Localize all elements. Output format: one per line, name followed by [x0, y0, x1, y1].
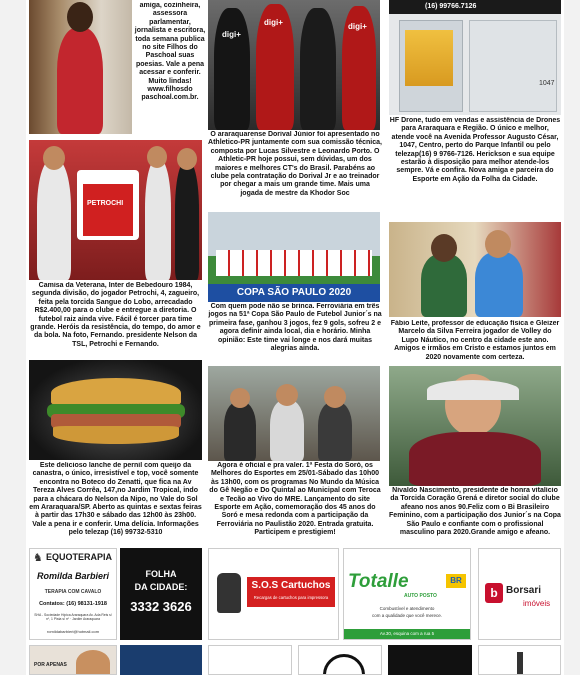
ad-bottom-3[interactable] [208, 645, 292, 675]
ad-sos-cartuchos[interactable] [208, 548, 339, 640]
sponsor-logo-3: digi+ [348, 22, 367, 31]
equo-address: SHA - Sociedade Hípica Araraquara Av. Ada Reis s/ nº, 1 Pista s/ nº · Jardim Araraquara [34, 613, 112, 622]
mascot-icon [217, 573, 241, 613]
caption-festa-soro: Agora é oficial e pra valer. 1ª Festa do Soró, os Melhores do Esportes em 25/01-Sábado das 10h00 às 13h00, com os programas No Mundo da Música do Gê Negão e Do Quintal ao Municipal com Teroca e Tecão ao Vivo do MRE. Lançamento do site Esporte em Ação, comemoração dos 45 anos do Soró e mesa redonda com a participação da Ferroviária no Paulistão 2020. Entrada gratuita. Participem e prestigiem! [209, 462, 381, 537]
caption-two-friends: Fábio Leite, professor de educação física e Gleizer Marcelo da Silva Ferreira jogador de Volley do Lupo Náutico, no centro da cidade este ano. Amigos e irmãos em Cristo e estamos juntos em 2020 novamente com certeza. [390, 320, 560, 360]
horse-icon: ♞ [33, 552, 43, 564]
caption-sandwich: Este delicioso lanche de pernil com queijo da canastra, o único, irresistível e top, você somente encontra no Boteco do Zenatti, que fica na Av Tereza Alves Corrêa, 147,no Jardim Tropical, indo para a chácara do Nelson da Nipo, no Vale do Sol em Araraquara/SP. Aberto as quintas e sextas feiras à partir das 17h30 e sábado das 12h00 às 23h00. Vale a pena ir e conferir. Uma delícia. Informações pelo telezap (16) 99732-5310 [29, 462, 202, 537]
equo-name: Romilda Barbieri [36, 571, 110, 581]
sponsor-logo-1: digi+ [222, 30, 241, 39]
folha-line2: DA CIDADE: [134, 582, 188, 592]
ad-bottom-1[interactable] [29, 645, 117, 675]
totalle-title: Totalle [348, 571, 409, 592]
caption-drone-shop: HF Drone, tudo em vendas e assistência de Drones para Araraquara e Região. O único e melhor, atende você na Avenida Professor Augusto César, 1047, Centro, perto do Parque Infantil ou pelo telezap(16) 9 9766-7126. Herickson e sua equipe estarão à disposição para melhor atende-los sempre. Vá e confira. Nova amiga e parceira do Esporte em Ação da Folha da Cidade. [389, 117, 561, 183]
equo-subtitle: TERAPIA COM CAVALO [44, 589, 102, 595]
ad-bottom-5[interactable] [388, 645, 472, 675]
copa-banner: COPA SÃO PAULO 2020 [236, 287, 352, 298]
ad-borsari[interactable] [478, 548, 561, 640]
sos-subtitle: Recargas de cartuchos para impressora [253, 595, 329, 600]
photo-drone-shop [389, 0, 561, 115]
photo-woman-cook [29, 0, 132, 134]
photo-festa-soro [208, 366, 380, 461]
photo-nivaldo [389, 366, 561, 486]
sos-title: S.O.S Cartuchos [251, 580, 331, 591]
caption-woman-cook: amiga, cozinheira, assessora parlamentar, jornalista e escritora, toda semana publica no site Filhos do Paschoal suas poesias. Vale a pena acessar e conferir. Muito lindas! www.filhosdo paschoal.com.br. [134, 2, 206, 102]
shirt-name: PETROCHI [87, 200, 124, 207]
caption-nivaldo: Nivaldo Nascimento, presidente de honra vitalício da Torcida Coração Grená e diretor social do clube afeano nos anos 90.Feliz com o Bi Brasileiro Feminino, com a participação dos Junior´s na Copa São Paulo e confiante com o profissional masculino para 2020.Grande amigo e afeano. [389, 487, 561, 537]
totalle-subtitle: AUTO POSTO [404, 593, 437, 599]
equo-email: romildabarbieri@hotmail.com [46, 629, 100, 634]
ad-folha-da-cidade[interactable] [120, 548, 202, 640]
left-gutter [0, 0, 26, 675]
ad-equoterapia[interactable] [29, 548, 117, 640]
ad-totalle[interactable] [343, 548, 471, 640]
totalle-footer: Av.30, esquina com a rua 5 [379, 631, 435, 636]
folha-phone: 3332 3626 [130, 599, 192, 614]
ad-bottom-2[interactable] [120, 645, 202, 675]
totalle-line1: Combustível e atendimento [379, 606, 435, 611]
circle-logo-icon [323, 654, 365, 675]
bottle-icon [517, 652, 523, 675]
photo-ferroviaria-team [208, 212, 380, 302]
totalle-line2: com a qualidade que você merece. [371, 613, 443, 618]
equo-contacts: Contatos: (16) 98131-1918 [39, 601, 107, 607]
photo-pork-sandwich [29, 360, 202, 460]
caption-athletico: O araraquarense Dorival Júnior foi apresentado no Athletico-PR juntamente com sua comissão técnica, composta por Lucas Silvestre e Leonardo Porto. O Athletic-PR hoje possui, sem dúvidas, um dos maiores e melhores CT's do Brasil. Parabéns ao clube pela contratação do Dorival Jr e ao treinador por chegar a mais um grande time. Mais uma jogada de mestre da Khodor Soc [208, 131, 382, 197]
right-gutter [564, 0, 580, 675]
borsari-logo-icon: b [485, 583, 503, 603]
caption-ferroviaria: Com quem pode não se brinca. Ferroviária em três jogos na 51ª Copa São Paulo de Futebol Junior´s na primeira fase, ganhou 3 jogos, fez 9 gols, sofreu 2 e agora definir ainda local, dia e horário. Minha opinião: Este time vai longe e nos dará muitas alegrias ainda. [208, 303, 382, 353]
folha-line1: FOLHA [145, 569, 177, 579]
shop-phone: (16) 99766.7126 [425, 3, 477, 10]
ad-bottom-6[interactable] [478, 645, 561, 675]
shop-number: 1047 [539, 80, 555, 87]
borsari-subtitle: imóveis [523, 599, 551, 608]
totalle-badge: BR [446, 574, 466, 588]
borsari-title: Borsari [506, 585, 542, 596]
ad-bottom-4[interactable] [298, 645, 382, 675]
equo-title: EQUOTERAPIA [46, 552, 113, 562]
sponsor-logo-2: digi+ [264, 18, 283, 27]
photo-athletico-presentation [208, 0, 380, 130]
photo-two-friends [389, 222, 561, 317]
bottom-ad-text: POR APENAS [34, 662, 67, 668]
caption-veterans: Camisa da Veterana, Inter de Bebedouro 1984, segunda divisão, do jogador Petrochi, 4, zagueiro, feita pela torcida Sangue do Lobo, arrecadado R$2.400,00 para o clube e entregue a diretoria. O futebol raiz ainda vive. Fácil é torcer para time grande. Heróis da resistência, do tempo, do amor e da bola. Na foto, Fernando. presidente Nelson da TSL, Petrochi e Fernando. [30, 282, 201, 348]
photo-veterans-shirt [29, 140, 202, 280]
